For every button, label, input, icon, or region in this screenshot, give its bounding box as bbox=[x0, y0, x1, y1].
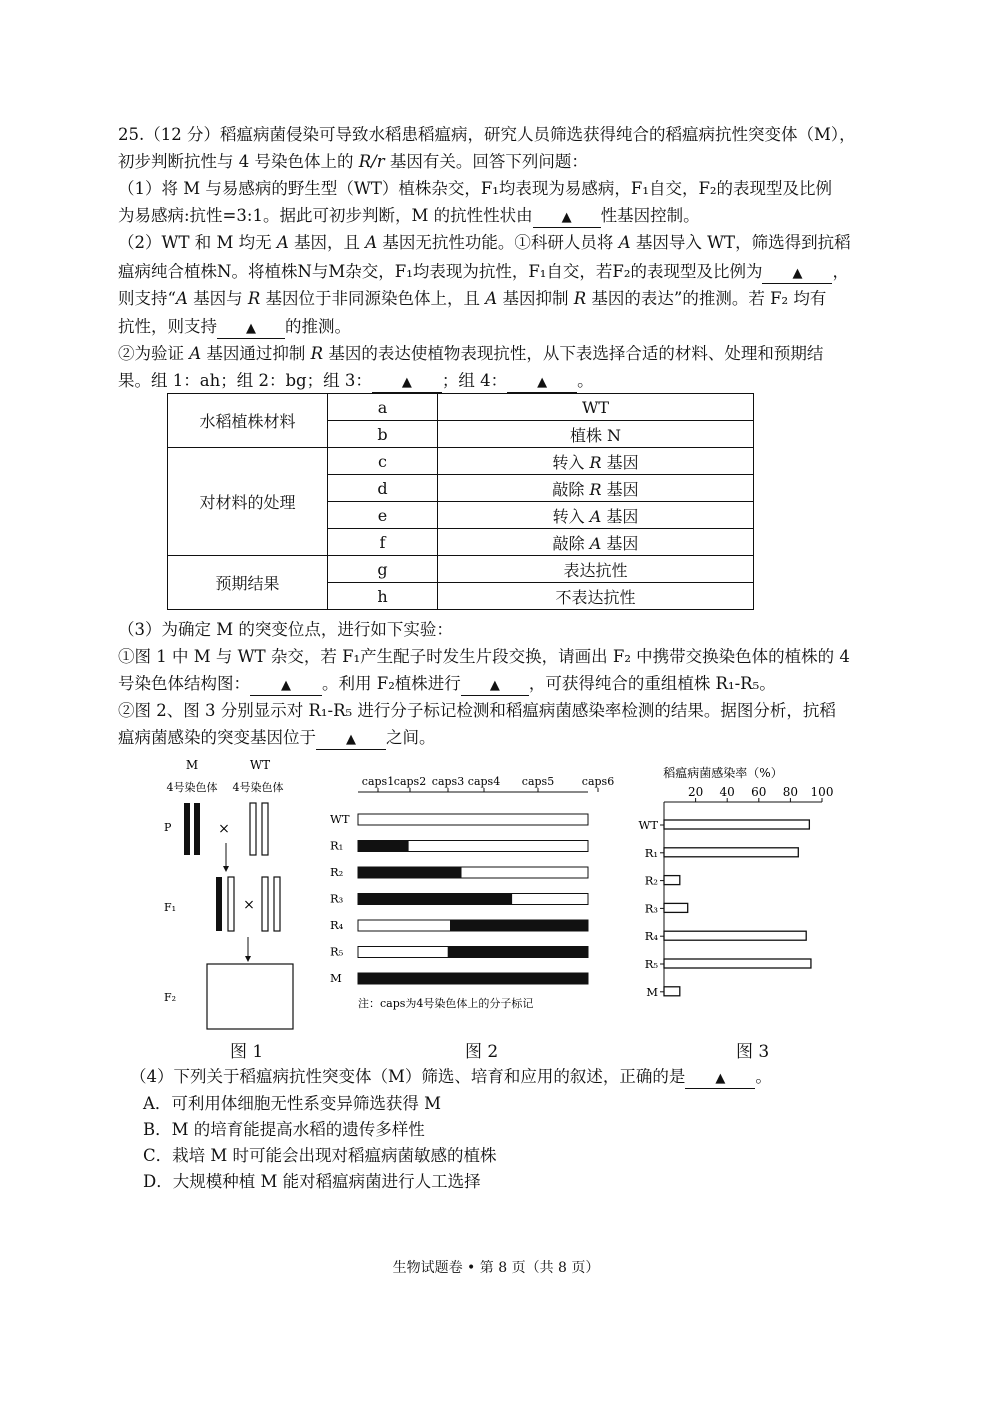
arrow-head bbox=[245, 956, 251, 962]
bar bbox=[664, 848, 798, 857]
t: 基因与 bbox=[187, 289, 248, 308]
option-C[interactable]: C．栽培 M 时可能会出现对稻瘟病菌敏感的植株 bbox=[143, 1146, 497, 1165]
x-tick-label: 20 bbox=[687, 785, 704, 799]
x-tick-label: 60 bbox=[751, 785, 767, 799]
question-intro-line1: 25.（12 分）稻瘟病菌侵染可导致水稻患稻瘟病，研究人员筛选获得纯合的稻瘟病抗性突变体（M）， bbox=[118, 125, 856, 144]
table-desc bbox=[438, 529, 754, 556]
t: （4）下列关于稻瘟病抗性突变体（M）筛选、培育和应用的叙述，正确的是 bbox=[130, 1067, 686, 1086]
gene-R: R bbox=[310, 344, 324, 363]
gene-var: R bbox=[589, 479, 602, 499]
gene-R: R bbox=[573, 289, 587, 308]
part2-line3 bbox=[118, 285, 878, 312]
gene-var: R bbox=[589, 452, 602, 472]
figure-2 bbox=[328, 770, 615, 1020]
t: 敲除 bbox=[552, 533, 590, 553]
t: 瘟病纯合植株N。将植株N与M杂交，F₁均表现为抗性，F₁自交，若F₂的表现型及比例为 bbox=[118, 262, 763, 281]
t: 基因通过抑制 bbox=[201, 344, 311, 363]
gene-A: A bbox=[618, 233, 631, 252]
row-label: M bbox=[330, 971, 342, 985]
t: 果。组 1：ah；组 2：bg；组 3： bbox=[118, 371, 372, 390]
y-category-label: R₄ bbox=[644, 929, 658, 944]
cross-symbol: × bbox=[218, 821, 230, 837]
answer-blank-8[interactable]: ▲ bbox=[316, 731, 386, 750]
answer-blank-3[interactable]: ▲ bbox=[217, 320, 285, 339]
t: （2）WT 和 M 均无 bbox=[118, 233, 277, 252]
chromosome-F1b-WT-2 bbox=[274, 877, 280, 931]
chromosome-WT-2 bbox=[262, 803, 268, 855]
t: 基因位于非同源染色体上，且 bbox=[260, 289, 486, 308]
x-tick-label: 40 bbox=[719, 785, 735, 799]
marker-label: caps4 bbox=[467, 775, 501, 788]
part3-line4: ②图 2、图 3 分别显示对 R₁-R₅ 进行分子标记检测和稻瘟病菌感染率检测的结果。据图分析，抗稻 bbox=[118, 701, 836, 720]
row-label: R₂ bbox=[330, 865, 344, 879]
part1-text-a: 为易感病:抗性=3:1。据此可初步判断，M 的抗性性状由 bbox=[118, 206, 533, 225]
part4-line bbox=[130, 1063, 890, 1090]
row-label: R₁ bbox=[330, 838, 344, 853]
chromosome-F1-WT bbox=[228, 877, 234, 931]
part2-line4 bbox=[118, 313, 878, 340]
chromosome-bar bbox=[358, 814, 588, 825]
t: ，可获得纯合的重组植株 R₁-R₅。 bbox=[528, 674, 776, 693]
fig1-caption: 图 1 bbox=[230, 1042, 264, 1062]
option-D[interactable]: D．大规模种植 M 能对稻瘟病菌进行人工选择 bbox=[143, 1172, 481, 1191]
t: 。 bbox=[577, 371, 594, 390]
table-desc: 植株 N bbox=[438, 421, 754, 448]
chromosome-F1b-WT-1 bbox=[262, 877, 268, 931]
t: 基因导入 WT，筛选得到抗稻 bbox=[630, 233, 851, 252]
t: 则支持“ bbox=[118, 289, 176, 308]
table-code: b bbox=[328, 421, 438, 448]
bar bbox=[664, 987, 680, 996]
bar bbox=[664, 903, 688, 912]
arrow-head bbox=[223, 866, 229, 872]
x-tick-label: 80 bbox=[782, 785, 799, 799]
t: 基因 bbox=[601, 452, 639, 472]
fig3-caption: 图 3 bbox=[736, 1042, 770, 1062]
bar bbox=[664, 876, 680, 885]
part1-line2 bbox=[118, 202, 878, 229]
gene-A: A bbox=[175, 289, 188, 308]
marker-label: caps1 bbox=[361, 775, 395, 788]
t: 。利用 F₂植株进行 bbox=[322, 674, 461, 693]
table-desc bbox=[438, 475, 754, 502]
t: 基因 bbox=[601, 479, 639, 499]
fig2-note: 注：caps为4号染色体上的分子标记 bbox=[358, 997, 534, 1010]
table-code: h bbox=[328, 583, 438, 610]
answer-blank-4[interactable]: ▲ bbox=[372, 374, 442, 393]
table-desc bbox=[438, 448, 754, 475]
t: 的推测。 bbox=[285, 317, 351, 336]
answer-blank-7[interactable]: ▲ bbox=[461, 677, 529, 696]
mutant-segment bbox=[358, 867, 462, 878]
row-label: WT bbox=[330, 812, 350, 826]
fig2-caption: 图 2 bbox=[465, 1042, 499, 1062]
part3-line2: ①图 1 中 M 与 WT 杂交，若 F₁产生配子时发生片段交换，请画出 F₂ 中携带交换染色体的植株的 4 bbox=[118, 647, 850, 666]
t: ， bbox=[832, 262, 849, 281]
answer-blank-1[interactable]: ▲ bbox=[533, 209, 601, 228]
table-desc bbox=[438, 502, 754, 529]
answer-blank-2[interactable]: ▲ bbox=[762, 265, 832, 284]
table-group-treatment: 对材料的处理 bbox=[168, 448, 328, 556]
page-footer: 生物试题卷 • 第 8 页（共 8 页） bbox=[392, 1260, 600, 1276]
y-category-label: R₁ bbox=[644, 845, 658, 860]
table-code: d bbox=[328, 475, 438, 502]
chromosome-F1-M bbox=[216, 877, 222, 931]
table-desc: 不表达抗性 bbox=[438, 583, 754, 610]
t: 基因 bbox=[601, 533, 639, 553]
chromosome-M-1 bbox=[184, 803, 190, 855]
table-code: g bbox=[328, 556, 438, 583]
options-table bbox=[167, 393, 754, 610]
mutant-segment bbox=[448, 947, 588, 958]
t: 基因，且 bbox=[288, 233, 366, 252]
intro-text-b: 基因有关。回答下列问题： bbox=[384, 152, 588, 171]
t: 。 bbox=[755, 1067, 772, 1086]
part1-text-b: 性基因控制。 bbox=[600, 206, 700, 225]
t: 基因 bbox=[601, 506, 639, 526]
gene-var: A bbox=[589, 533, 602, 553]
fig1-label-P: P bbox=[164, 821, 172, 834]
gene-A: A bbox=[276, 233, 289, 252]
mutant-segment bbox=[358, 894, 512, 905]
fig1-label-chr-WT: 4号染色体 bbox=[232, 781, 284, 794]
answer-blank-9[interactable]: ▲ bbox=[685, 1070, 755, 1089]
cross-symbol: × bbox=[243, 897, 255, 913]
mutant-segment bbox=[358, 841, 409, 852]
intro-text-a: 初步判断抗性与 4 号染色体上的 bbox=[118, 152, 359, 171]
question-intro-line2 bbox=[118, 148, 878, 175]
t: 敲除 bbox=[552, 479, 590, 499]
row-label: R₃ bbox=[330, 891, 344, 906]
marker-label: caps2 bbox=[393, 775, 427, 788]
part3-line5 bbox=[118, 724, 878, 751]
t: 抗性，则支持 bbox=[118, 317, 217, 336]
bar bbox=[664, 931, 806, 940]
y-category-label: R₂ bbox=[644, 873, 658, 888]
table-code: e bbox=[328, 502, 438, 529]
chromosome-WT-1 bbox=[250, 803, 256, 855]
answer-blank-5[interactable]: ▲ bbox=[507, 374, 577, 393]
fig1-label-WT: WT bbox=[249, 758, 271, 772]
marker-label: caps5 bbox=[521, 775, 555, 788]
marker-label: caps3 bbox=[431, 775, 465, 788]
t: 基因无抗性功能。①科研人员将 bbox=[377, 233, 619, 252]
y-category-label: R₅ bbox=[644, 957, 658, 971]
chromosome-M-2 bbox=[194, 803, 200, 855]
table-code: a bbox=[328, 394, 438, 421]
option-B[interactable]: B．M 的培育能提高水稻的遗传多样性 bbox=[143, 1120, 425, 1139]
answer-blank-6[interactable]: ▲ bbox=[250, 677, 322, 696]
table-code: c bbox=[328, 448, 438, 475]
option-A[interactable]: A．可利用体细胞无性系变异筛选获得 M bbox=[143, 1094, 442, 1113]
t: 号染色体结构图： bbox=[118, 674, 250, 693]
part3-line1: （3）为确定 M 的突变位点，进行如下实验： bbox=[118, 620, 453, 639]
marker-label: caps6 bbox=[581, 775, 615, 788]
t: 转入 bbox=[552, 506, 590, 526]
gene-var: A bbox=[589, 506, 602, 526]
x-tick-label: 100 bbox=[810, 785, 834, 799]
gene-A: A bbox=[189, 344, 202, 363]
y-category-label: WT bbox=[638, 818, 658, 832]
table-group-result: 预期结果 bbox=[168, 556, 328, 610]
t: 之间。 bbox=[386, 728, 436, 747]
part2-line2 bbox=[118, 258, 878, 285]
mutant-segment bbox=[450, 920, 588, 931]
figure-3-chart bbox=[628, 760, 838, 1005]
fig1-label-F2: F₂ bbox=[164, 991, 177, 1004]
row-label: R₄ bbox=[330, 918, 344, 932]
chart-title: 稻瘟病菌感染率（%） bbox=[663, 766, 783, 780]
part3-line3 bbox=[118, 670, 878, 697]
row-label: R₅ bbox=[330, 944, 344, 959]
table-desc: WT bbox=[438, 394, 754, 421]
t: 基因抑制 bbox=[497, 289, 574, 308]
F2-answer-box[interactable] bbox=[207, 964, 293, 1029]
t: ②为验证 bbox=[118, 344, 190, 363]
part1-line1: （1）将 M 与易感病的野生型（WT）植株杂交，F₁均表现为易感病，F₁自交，F₂的表现型及比例 bbox=[118, 179, 833, 198]
t: 基因的表达使植物表现抗性，从下表选择合适的材料、处理和预期结 bbox=[323, 344, 824, 363]
bar bbox=[664, 820, 809, 829]
t: 瘟病菌感染的突变基因位于 bbox=[118, 728, 316, 747]
part2-line1 bbox=[118, 229, 878, 256]
gene-A: A bbox=[365, 233, 378, 252]
t: 基因的表达”的推测。若 F₂ 均有 bbox=[586, 289, 827, 308]
gene-A: A bbox=[485, 289, 498, 308]
y-category-label: M bbox=[646, 984, 658, 999]
part2-line5 bbox=[118, 340, 878, 367]
mutant-segment bbox=[358, 973, 588, 984]
table-desc: 表达抗性 bbox=[438, 556, 754, 583]
t: 转入 bbox=[552, 452, 590, 472]
bar bbox=[664, 959, 811, 968]
intro-gene-var: R/r bbox=[358, 152, 385, 171]
fig1-label-F1: F₁ bbox=[164, 901, 177, 914]
table-group-material: 水稻植株材料 bbox=[168, 394, 328, 448]
fig1-label-M: M bbox=[185, 758, 199, 772]
figure-1 bbox=[150, 755, 310, 1035]
table-code: f bbox=[328, 529, 438, 556]
fig1-label-chr-M: 4号染色体 bbox=[166, 781, 218, 794]
t: ；组 4： bbox=[441, 371, 508, 390]
gene-R: R bbox=[247, 289, 261, 308]
y-category-label: R₃ bbox=[644, 901, 658, 916]
part2-line6 bbox=[118, 367, 878, 394]
